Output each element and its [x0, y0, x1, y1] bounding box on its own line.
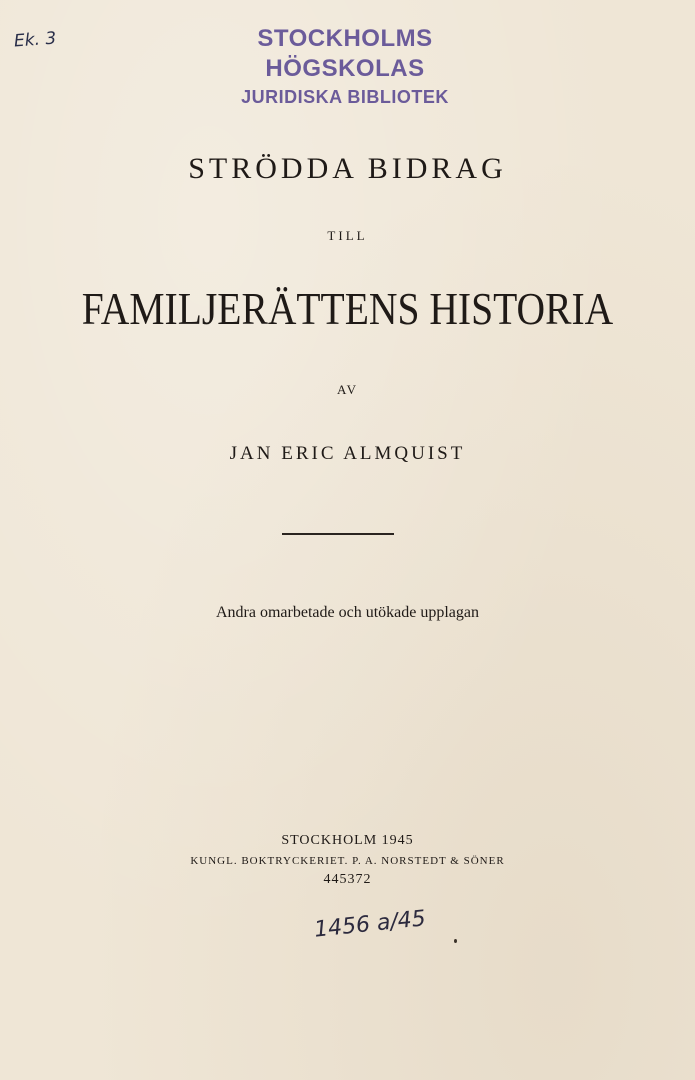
divider-rule: [282, 533, 394, 535]
stamp-line-1: STOCKHOLMS HÖGSKOLAS: [257, 25, 433, 82]
stamp-line-2: JURIDISKA BIBLIOTEK: [241, 87, 449, 107]
title-line-1: STRÖDDA BIDRAG: [188, 152, 507, 185]
handwritten-note: 1456 a/45: [312, 906, 427, 943]
title-line-2: FAMILJERÄTTENS HISTORIA: [81, 283, 614, 334]
imprint-number: 445372: [323, 872, 372, 887]
title-connector: TILL: [327, 228, 368, 243]
library-stamp: [180, 24, 510, 110]
ink-fleck: [454, 939, 457, 943]
edition-statement: Andra omarbetade och utökade upplagan: [215, 604, 479, 621]
byline-prefix: AV: [336, 382, 359, 397]
author-name: JAN ERIC ALMQUIST: [229, 443, 466, 464]
imprint-printer: KUNGL. BOKTRYCKERIET. P. A. NORSTEDT & SÖNER: [190, 855, 505, 867]
imprint-city-year: STOCKHOLM 1945: [281, 833, 414, 848]
shelf-mark: Ek. 3: [13, 28, 57, 52]
